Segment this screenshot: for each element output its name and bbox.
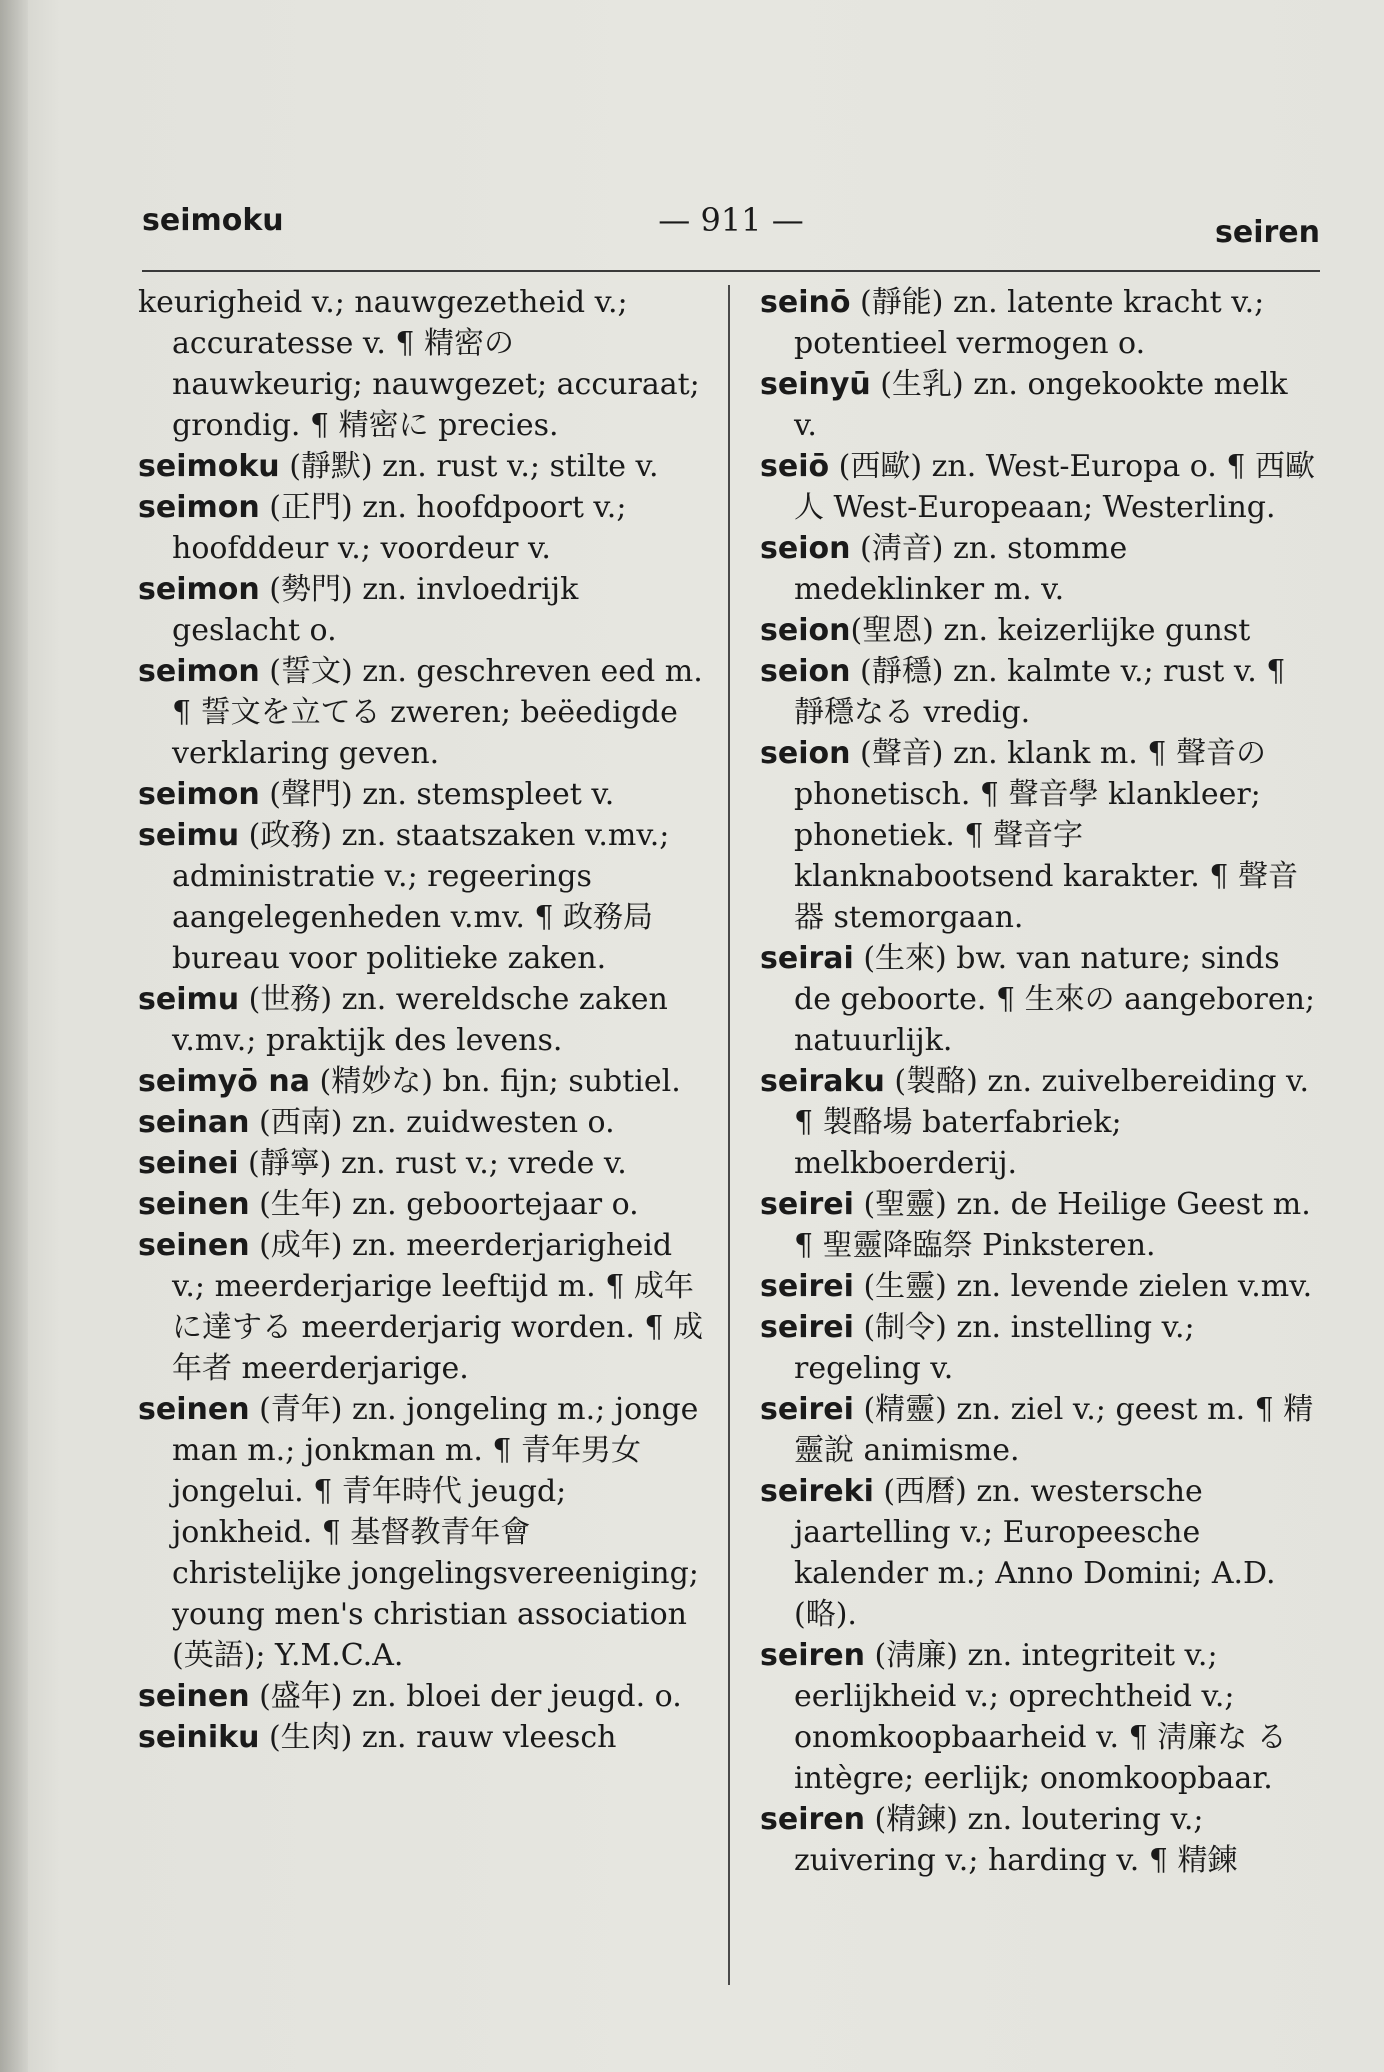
- dictionary-entry: [760, 1389, 1320, 1471]
- entry-definition: (製酪) zn. zuivelbereiding v. ¶ 製酪場 baterfabriek; melkboerderij.: [794, 1064, 1309, 1181]
- entry-headword: seinen: [138, 1392, 250, 1427]
- entry-definition: (政務) zn. staatszaken v.mv.; administratie v.; regeerings aangelegenheden v.mv. ¶ 政務局 bureau voor politieke zaken.: [172, 818, 670, 976]
- dictionary-entry: [138, 487, 708, 569]
- column-divider: [728, 285, 730, 1985]
- entry-definition: (正門) zn. hoofdpoort v.; hoofddeur v.; voordeur v.: [172, 490, 627, 566]
- entry-headword: seirei: [760, 1392, 854, 1427]
- header-rule: [142, 270, 1320, 272]
- entry-headword: seion: [760, 736, 851, 771]
- entry-headword: seiren: [760, 1638, 865, 1673]
- entry-headword: seimoku: [138, 449, 280, 484]
- entry-definition: (靜默) zn. rust v.; stilte v.: [279, 449, 659, 484]
- entry-headword: seinō: [760, 285, 851, 320]
- left-guide-word: seimoku: [142, 203, 284, 238]
- dictionary-entry: [760, 1307, 1320, 1389]
- dictionary-entry: [138, 1061, 708, 1102]
- entry-headword: seimon: [138, 572, 260, 607]
- entry-definition: (生年) zn. geboortejaar o.: [249, 1187, 639, 1222]
- dictionary-entry: [138, 1389, 708, 1676]
- entry-headword: seinan: [138, 1105, 250, 1140]
- dictionary-entry: [760, 651, 1320, 733]
- entry-definition: (靜寧) zn. rust v.; vrede v.: [238, 1146, 627, 1181]
- entry-definition: (盛年) zn. bloei der jeugd. o.: [249, 1679, 682, 1714]
- entry-headword: seirei: [760, 1310, 854, 1345]
- entry-definition: (聲音) zn. klank m. ¶ 聲音の phonetisch. ¶ 聲音學 klankleer; phonetiek. ¶ 聲音字 klanknabootsend karakter. ¶ 聲音器 stemorgaan.: [794, 736, 1298, 935]
- entry-definition: (淸音) zn. stomme medeklinker m. v.: [794, 531, 1128, 607]
- dictionary-entry: [138, 1676, 708, 1717]
- entry-definition: (誓文) zn. geschreven eed m. ¶ 誓文を立てる zweren; beëedigde verklaring geven.: [172, 654, 703, 771]
- entry-headword: seiraku: [760, 1064, 885, 1099]
- entry-definition: (聲門) zn. stemspleet v.: [259, 777, 615, 812]
- page-number: — 911 —: [658, 201, 804, 239]
- dictionary-entry: [760, 1635, 1320, 1799]
- entry-headword: seion: [760, 531, 851, 566]
- dictionary-entry: [138, 815, 708, 979]
- entry-headword: seirai: [760, 941, 854, 976]
- dictionary-entry: [760, 938, 1320, 1061]
- entry-definition: (成年) zn. meerderjarigheid v.; meerderjarige leeftijd m. ¶ 成年に達する meerderjarig worden. ¶ 成年者 meerderjarige.: [172, 1228, 704, 1386]
- dictionary-entry: [138, 1143, 708, 1184]
- entry-definition: (生肉) zn. rauw vleesch: [259, 1720, 617, 1755]
- entry-definition: (精鍊) zn. loutering v.; zuivering v.; harding v. ¶ 精鍊: [794, 1802, 1238, 1878]
- page-header: [142, 195, 1320, 251]
- entry-definition: (聖靈) zn. de Heilige Geest m. ¶ 聖靈降臨祭 Pinksteren.: [794, 1187, 1311, 1263]
- entry-headword: seimon: [138, 777, 260, 812]
- right-guide-word: seiren: [1215, 215, 1320, 250]
- entry-headword: seiniku: [138, 1720, 260, 1755]
- entry-definition: (西歐) zn. West-Europa o. ¶ 西歐人 West-Europeaan; Westerling.: [794, 449, 1315, 525]
- entry-headword: seinen: [138, 1187, 250, 1222]
- entry-definition: (聖恩) zn. keizerlijke gunst: [850, 613, 1251, 648]
- dictionary-entry: [760, 364, 1320, 446]
- entry-headword: seimyō na: [138, 1064, 310, 1099]
- entry-continuation: keurigheid v.; nauwgezetheid v.; accuratesse v. ¶ 精密の nauwkeurig; nauwgezet; accuraat; grondig. ¶ 精密に precies.: [138, 285, 700, 443]
- entry-definition: (靜穩) zn. kalmte v.; rust v. ¶ 靜穩なる vredig.: [794, 654, 1286, 730]
- entry-headword: seinen: [138, 1679, 250, 1714]
- dictionary-entry: [138, 1184, 708, 1225]
- entry-headword: seirei: [760, 1269, 854, 1304]
- entry-headword: seireki: [760, 1474, 874, 1509]
- entry-headword: seinen: [138, 1228, 250, 1263]
- dictionary-entry: [138, 1717, 708, 1758]
- entry-headword: seion: [760, 654, 851, 689]
- entry-headword: seinei: [138, 1146, 239, 1181]
- entry-headword: seimu: [138, 818, 240, 853]
- dictionary-entry: [138, 446, 708, 487]
- dictionary-entry: [138, 1102, 708, 1143]
- entry-headword: seiren: [760, 1802, 865, 1837]
- entry-headword: seimon: [138, 490, 260, 525]
- dictionary-entry: [760, 733, 1320, 938]
- book-spine-shadow: [0, 0, 28, 2072]
- dictionary-entry: [138, 569, 708, 651]
- dictionary-entry: [760, 1266, 1320, 1307]
- entry-definition: (精妙な) bn. fijn; subtiel.: [309, 1064, 681, 1099]
- dictionary-entry: [760, 1184, 1320, 1266]
- dictionary-entry: [138, 1225, 708, 1389]
- entry-definition: (西曆) zn. westersche jaartelling v.; Europeesche kalender m.; Anno Domini; A.D. (略).: [794, 1474, 1276, 1632]
- dictionary-entry: [760, 446, 1320, 528]
- entry-headword: seimon: [138, 654, 260, 689]
- left-column: [138, 282, 708, 1982]
- entry-definition: (生來) bw. van nature; sinds de geboorte. ¶ 生來の aangeboren; natuurlijk.: [794, 941, 1316, 1058]
- entry-definition: (勢門) zn. invloedrijk geslacht o.: [172, 572, 579, 648]
- entry-definition: (西南) zn. zuidwesten o.: [249, 1105, 615, 1140]
- entry-definition: (精靈) zn. ziel v.; geest m. ¶ 精靈說 animisme.: [794, 1392, 1314, 1468]
- dictionary-entry: [760, 1061, 1320, 1184]
- entry-definition: (生靈) zn. levende zielen v.mv.: [853, 1269, 1313, 1304]
- entry-definition: (靜能) zn. latente kracht v.; potentieel vermogen o.: [794, 285, 1265, 361]
- entry-definition: (生乳) zn. ongekookte melk v.: [794, 367, 1288, 443]
- dictionary-entry: [138, 774, 708, 815]
- entry-definition: (制令) zn. instelling v.; regeling v.: [794, 1310, 1195, 1386]
- entry-headword: seinyū: [760, 367, 871, 402]
- entry-headword: seimu: [138, 982, 240, 1017]
- dictionary-entry: [138, 979, 708, 1061]
- dictionary-entry: [138, 651, 708, 774]
- dictionary-entry: [760, 282, 1320, 364]
- dictionary-entry: [760, 1799, 1320, 1881]
- entry-definition: (青年) zn. jongeling m.; jonge man m.; jonkman m. ¶ 青年男女 jongelui. ¶ 青年時代 jeugd; jonkheid. ¶ 基督教青年會 christelijke jongelingsvereeniging; young men's christian association (英語); Y.M.C.A.: [172, 1392, 699, 1673]
- dictionary-entry: [138, 282, 708, 446]
- dictionary-entry: [760, 1471, 1320, 1635]
- right-column: [760, 282, 1320, 1982]
- dictionary-entry: [760, 528, 1320, 610]
- entry-definition: (世務) zn. wereldsche zaken v.mv.; praktijk des levens.: [172, 982, 668, 1058]
- entry-headword: seiō: [760, 449, 830, 484]
- entry-definition: (淸廉) zn. integriteit v.; eerlijkheid v.; oprechtheid v.; onomkoopbaarheid v. ¶ 淸廉な る intègre; eerlijk; onomkoopbaar.: [794, 1638, 1287, 1796]
- entry-headword: seirei: [760, 1187, 854, 1222]
- entry-headword: seion: [760, 613, 851, 648]
- dictionary-entry: [760, 610, 1320, 651]
